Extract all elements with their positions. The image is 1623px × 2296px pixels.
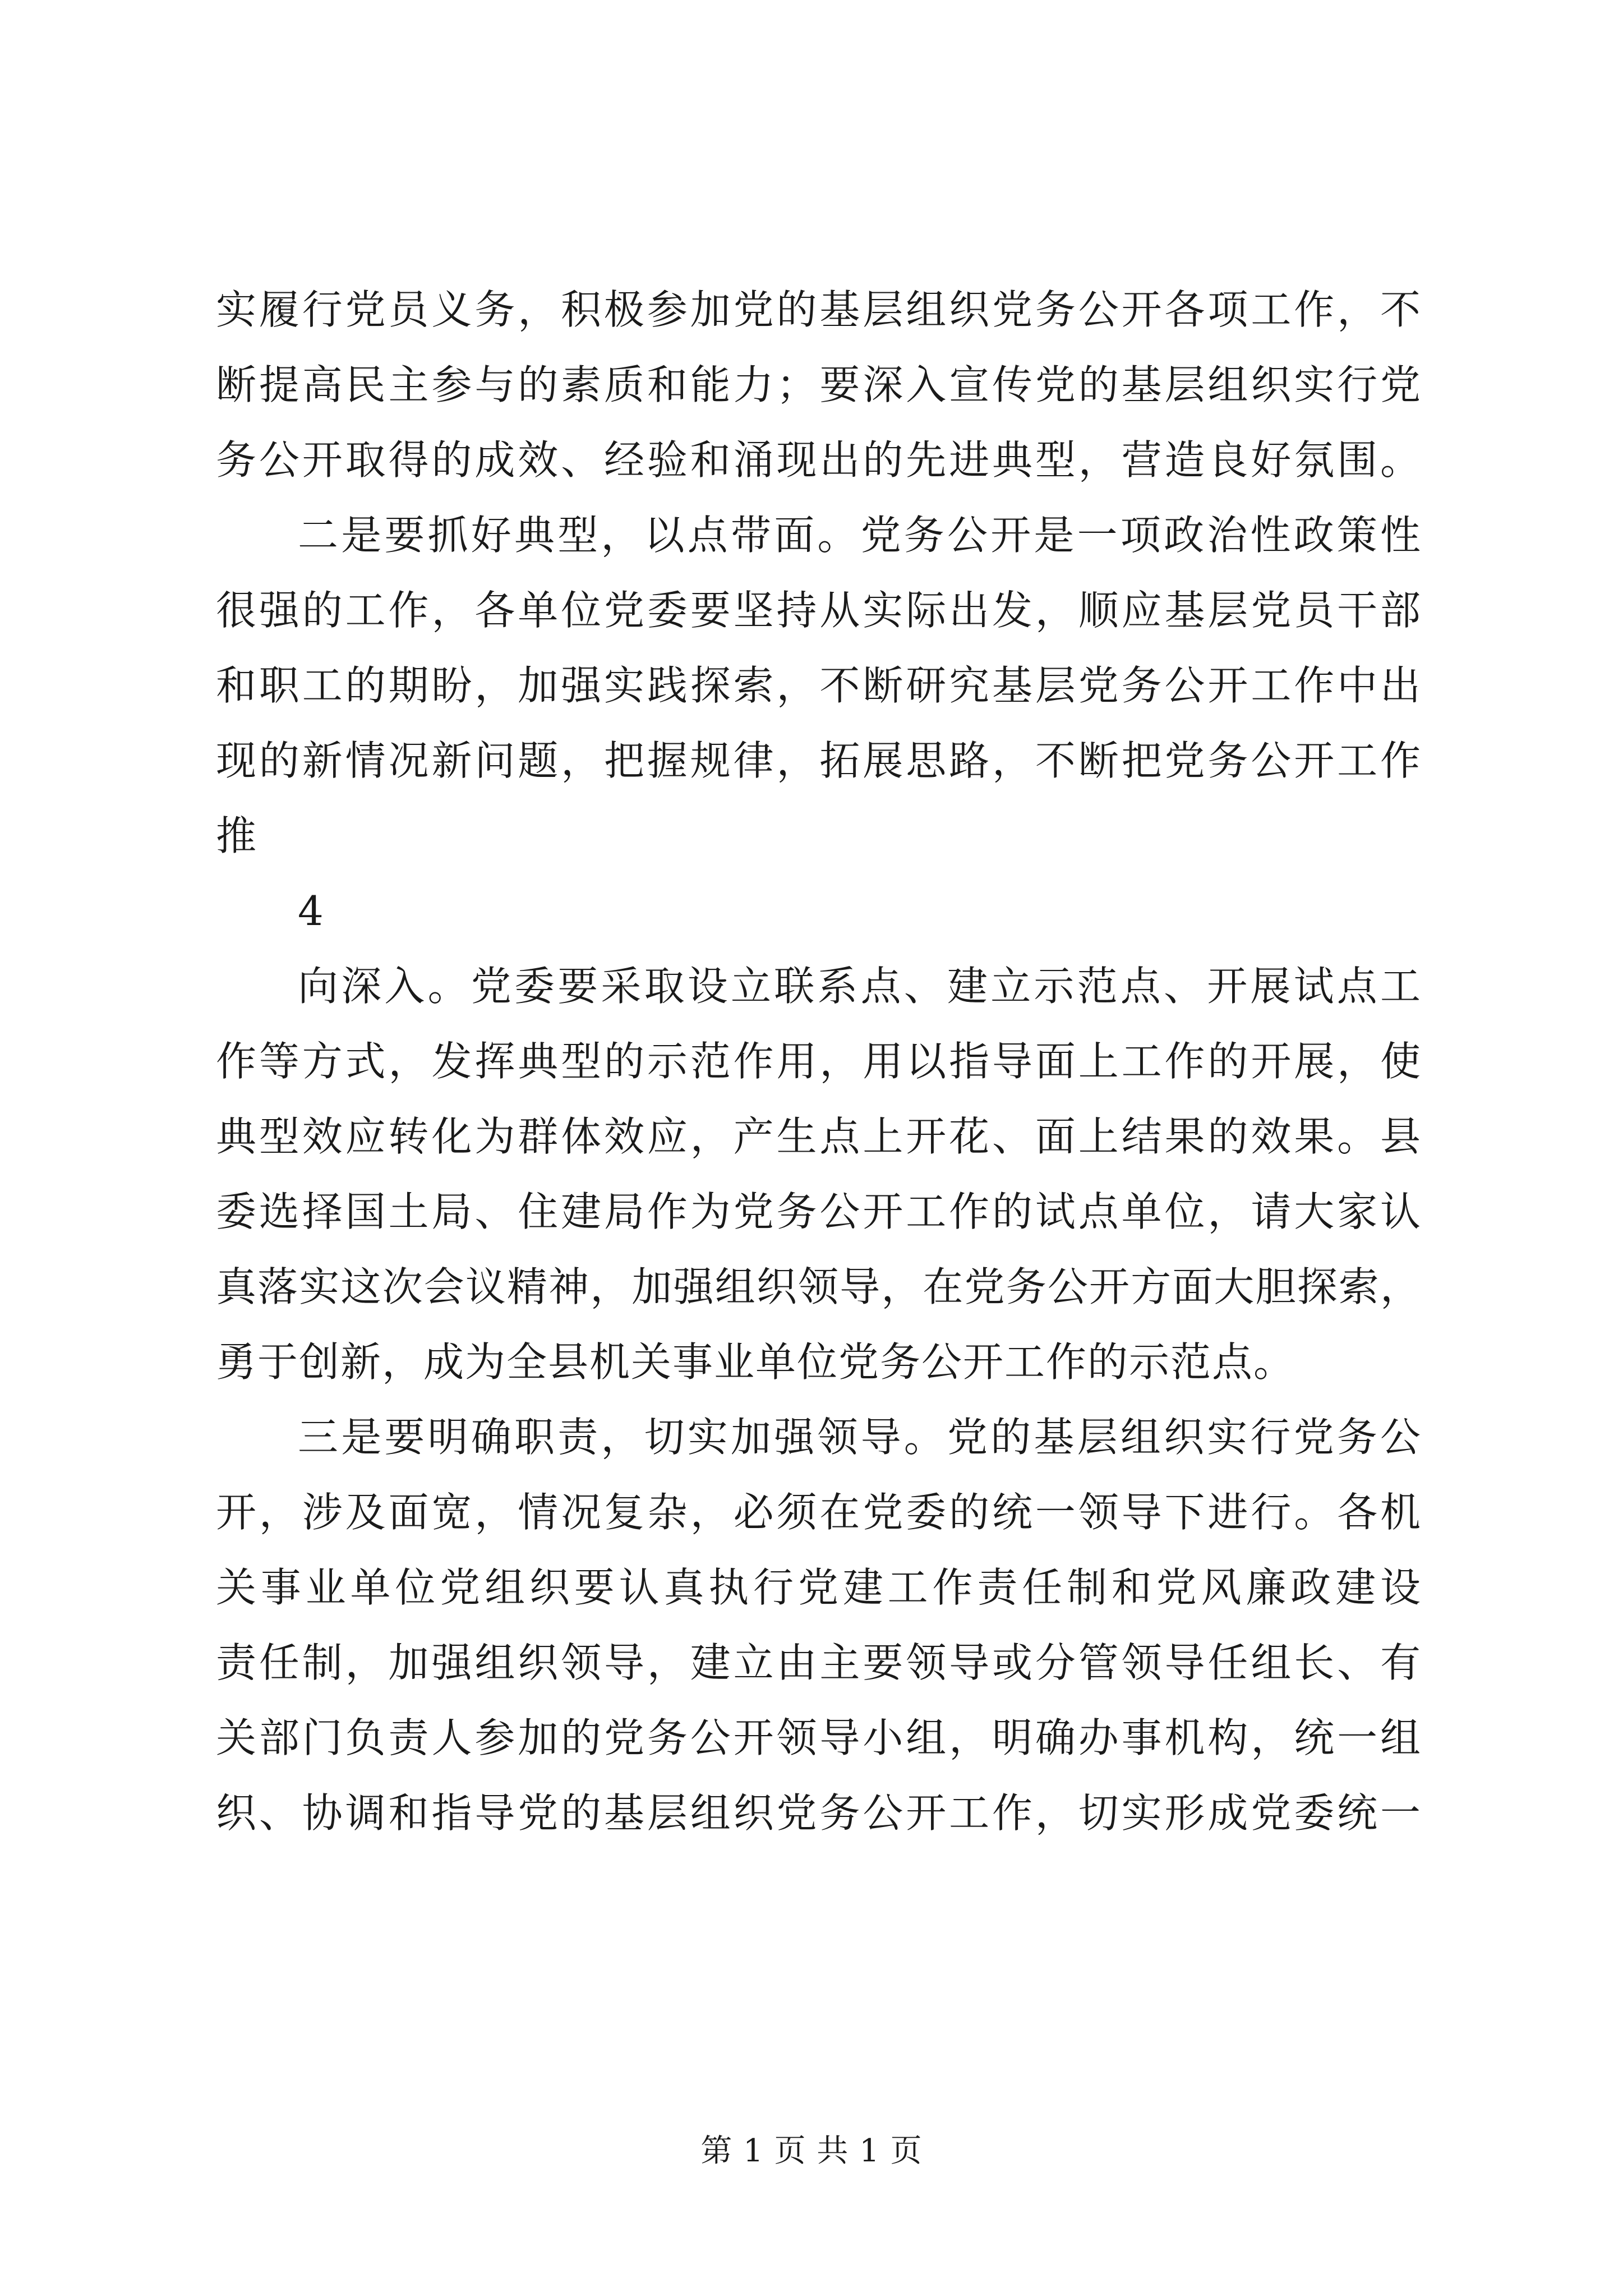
text-line: 断提高民主参与的素质和能力；要深入宣传党的基层组织实行党 xyxy=(216,361,1422,408)
text-line: 开，涉及面宽，情况复杂，必须在党委的统一领导下进行。各机 xyxy=(216,1489,1422,1536)
paragraph-start-line: 三是要明确职责，切实加强领导。党的基层组织实行党务公 xyxy=(298,1414,1422,1461)
text-line: 真落实这次会议精神，加强组织领导，在党务公开方面大胆探索， xyxy=(216,1263,1422,1310)
text-line: 作等方式，发挥典型的示范作用，用以指导面上工作的开展，使 xyxy=(216,1038,1422,1085)
text-line: 务公开取得的成效、经验和涌现出的先进典型，营造良好氛围。 xyxy=(216,436,1422,484)
page-footer: 第 1 页 共 1 页 xyxy=(700,2133,923,2169)
text-line: 现的新情况新问题，把握规律，拓展思路，不断把党务公开工作 xyxy=(216,737,1422,784)
text-line: 织、协调和指导党的基层组织党务公开工作，切实形成党委统一 xyxy=(216,1789,1422,1837)
inline-page-number: 4 xyxy=(298,887,325,935)
paragraph-start-line: 向深入。党委要采取设立联系点、建立示范点、开展试点工 xyxy=(298,963,1422,1010)
document-body xyxy=(216,272,1422,1851)
text-line: 关部门负责人参加的党务公开领导小组，明确办事机构，统一组 xyxy=(216,1714,1422,1761)
text-line: 委选择国土局、住建局作为党务公开工作的试点单位，请大家认 xyxy=(216,1188,1422,1235)
text-line: 实履行党员义务，积极参加党的基层组织党务公开各项工作，不 xyxy=(216,286,1422,333)
text-line: 关事业单位党组织要认真执行党建工作责任制和党风廉政建设 xyxy=(216,1564,1422,1611)
text-line: 勇于创新，成为全县机关事业单位党务公开工作的示范点。 xyxy=(216,1338,1295,1386)
paragraph-start-line: 二是要抓好典型，以点带面。党务公开是一项政治性政策性 xyxy=(298,512,1422,559)
text-line: 典型效应转化为群体效应，产生点上开花、面上结果的效果。县 xyxy=(216,1113,1422,1160)
text-line: 推 xyxy=(216,812,258,859)
text-line: 很强的工作，各单位党委要坚持从实际出发，顺应基层党员干部 xyxy=(216,587,1422,634)
text-line: 责任制，加强组织领导，建立由主要领导或分管领导任组长、有 xyxy=(216,1639,1422,1686)
text-line: 和职工的期盼，加强实践探索，不断研究基层党务公开工作中出 xyxy=(216,662,1422,709)
